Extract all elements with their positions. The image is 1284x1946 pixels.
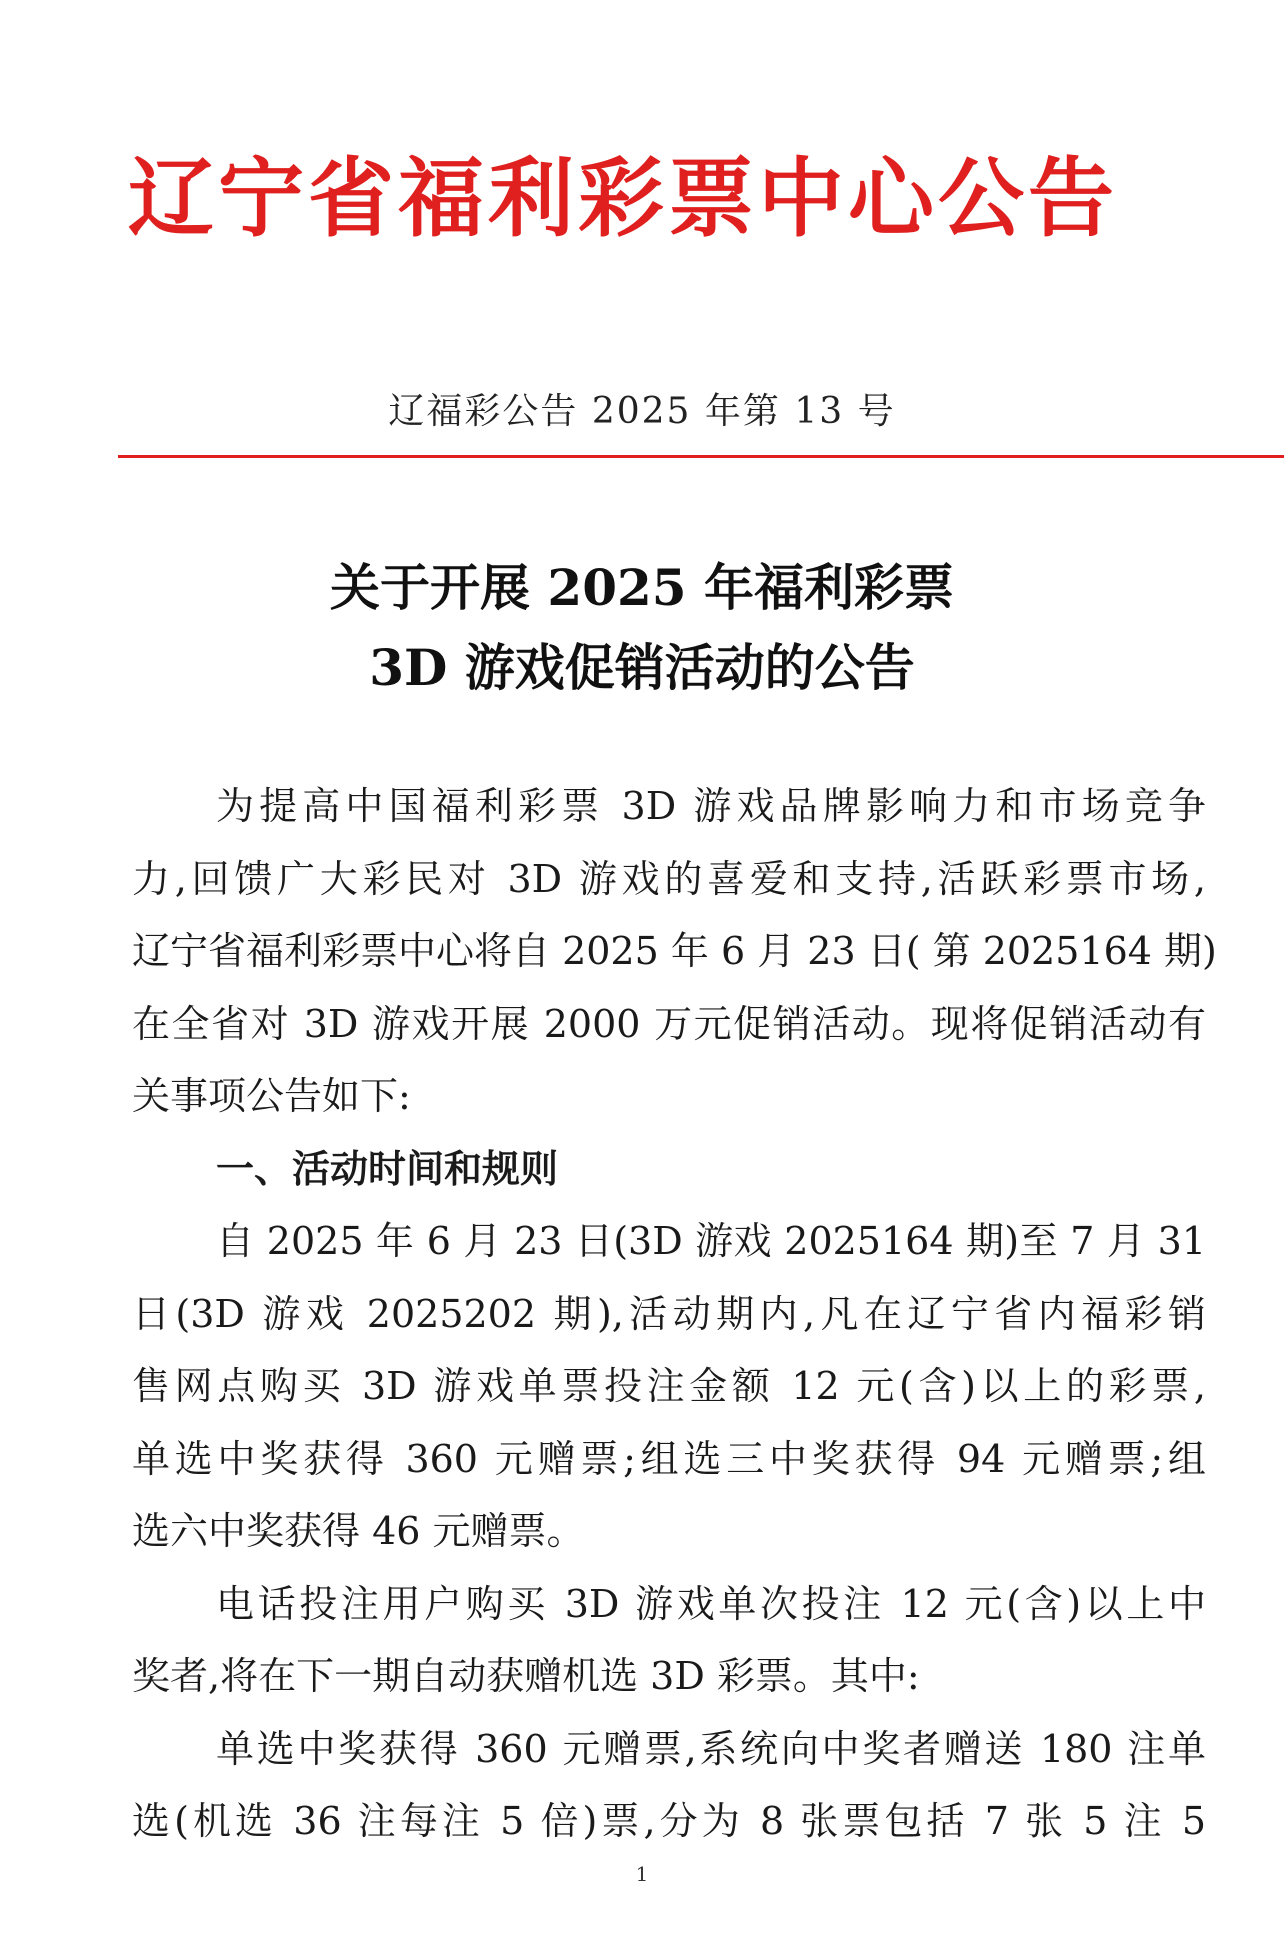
body-line: 关事项公告如下:: [132, 1074, 411, 1118]
body-line: 选六中奖获得 46 元赠票。: [132, 1509, 585, 1553]
body-line: 单选中奖获得 360 元赠票;组选三中奖获得 94 元赠票;组: [132, 1436, 1206, 1481]
body-line: 日(3D 游戏 2025202 期),活动期内,凡在辽宁省内福彩销: [132, 1291, 1206, 1336]
body-line: 售网点购买 3D 游戏单票投注金额 12 元(含)以上的彩票,: [132, 1364, 1206, 1408]
body-line: 力,回馈广大彩民对 3D 游戏的喜爱和支持,活跃彩票市场,: [132, 856, 1206, 901]
document-number: 辽福彩公告 2025 年第 13 号: [388, 391, 896, 432]
title-line-1: 关于开展 2025 年福利彩票: [330, 558, 954, 617]
section-heading: 一、活动时间和规则: [216, 1146, 559, 1191]
body-line: 奖者,将在下一期自动获赠机选 3D 彩票。其中:: [132, 1654, 920, 1698]
red-divider-line: [118, 455, 1284, 458]
body-line: 单选中奖获得 360 元赠票,系统向中奖者赠送 180 注单: [216, 1726, 1206, 1771]
page-number: 1: [635, 1862, 649, 1886]
body-line: 电话投注用户购买 3D 游戏单次投注 12 元(含)以上中: [216, 1581, 1206, 1626]
announcement-title: [0, 548, 1284, 708]
body-text: [132, 770, 1217, 1858]
body-line: 在全省对 3D 游戏开展 2000 万元促销活动。现将促销活动有: [132, 1001, 1206, 1046]
body-line: 辽宁省福利彩票中心将自 2025 年 6 月 23 日( 第 2025164 期): [132, 929, 1217, 973]
body-line: 自 2025 年 6 月 23 日(3D 游戏 2025164 期)至 7 月 31: [216, 1219, 1206, 1263]
org-masthead-title: 辽宁省福利彩票中心公告: [128, 148, 1118, 249]
title-line-2: 3D 游戏促销活动的公告: [369, 638, 915, 697]
body-line: 为提高中国福利彩票 3D 游戏品牌影响力和市场竞争: [216, 784, 1206, 828]
body-line: 选(机选 36 注每注 5 倍)票,分为 8 张票包括 7 张 5 注 5: [132, 1799, 1206, 1843]
